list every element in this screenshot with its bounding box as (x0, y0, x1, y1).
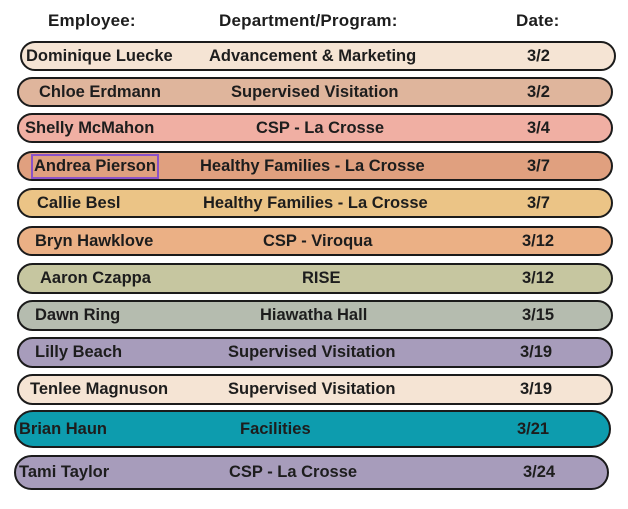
date-value: 3/7 (527, 194, 550, 212)
employee-row (17, 374, 613, 405)
date-value: 3/12 (522, 269, 555, 287)
employee-row (17, 263, 613, 294)
employee-name: Callie Besl (37, 194, 121, 212)
department-name: Healthy Families - La Crosse (200, 157, 425, 175)
department-name: Facilities (240, 420, 311, 438)
employee-row (17, 300, 613, 331)
department-header: Department/Program: (219, 11, 398, 30)
department-name: Supervised Visitation (228, 343, 396, 361)
employee-row (17, 188, 613, 218)
date-header: Date: (516, 11, 560, 30)
employee-name: Shelly McMahon (25, 119, 155, 137)
date-value: 3/12 (522, 232, 555, 250)
department-name: Healthy Families - La Crosse (203, 194, 428, 212)
department-name: Hiawatha Hall (260, 306, 368, 324)
department-name: Supervised Visitation (228, 380, 396, 398)
employee-row (20, 41, 616, 71)
employee-name: Chloe Erdmann (39, 83, 161, 101)
department-name: CSP - La Crosse (256, 119, 385, 137)
employee-name: Brian Haun (19, 420, 108, 438)
employee-row (17, 226, 613, 256)
date-value: 3/19 (520, 380, 553, 398)
date-value: 3/4 (527, 119, 550, 137)
employee-row (17, 77, 613, 107)
employee-name: Andrea Pierson (34, 157, 156, 175)
employee-name: Lilly Beach (35, 343, 123, 361)
date-value: 3/2 (527, 47, 550, 65)
employee-name: Dawn Ring (35, 306, 121, 324)
employee-row (17, 151, 613, 181)
department-name: Supervised Visitation (231, 83, 399, 101)
employee-header: Employee: (48, 11, 136, 30)
date-value: 3/2 (527, 83, 550, 101)
employee-row (17, 113, 613, 143)
date-value: 3/19 (520, 343, 553, 361)
date-value: 3/7 (527, 157, 550, 175)
department-name: Advancement & Marketing (209, 47, 417, 65)
department-name: RISE (302, 269, 341, 287)
employee-name: Bryn Hawklove (35, 232, 154, 250)
department-name: CSP - Viroqua (263, 232, 373, 250)
employee-row (14, 410, 611, 448)
employee-row (17, 337, 613, 368)
employee-name: Aaron Czappa (40, 269, 151, 287)
date-value: 3/15 (522, 306, 555, 324)
employee-name: Tenlee Magnuson (30, 380, 169, 398)
date-value: 3/21 (517, 420, 550, 438)
date-value: 3/24 (523, 463, 556, 481)
employee-row (14, 455, 609, 490)
employee-name: Dominique Luecke (26, 47, 173, 65)
department-name: CSP - La Crosse (229, 463, 358, 481)
employee-name: Tami Taylor (19, 463, 110, 481)
